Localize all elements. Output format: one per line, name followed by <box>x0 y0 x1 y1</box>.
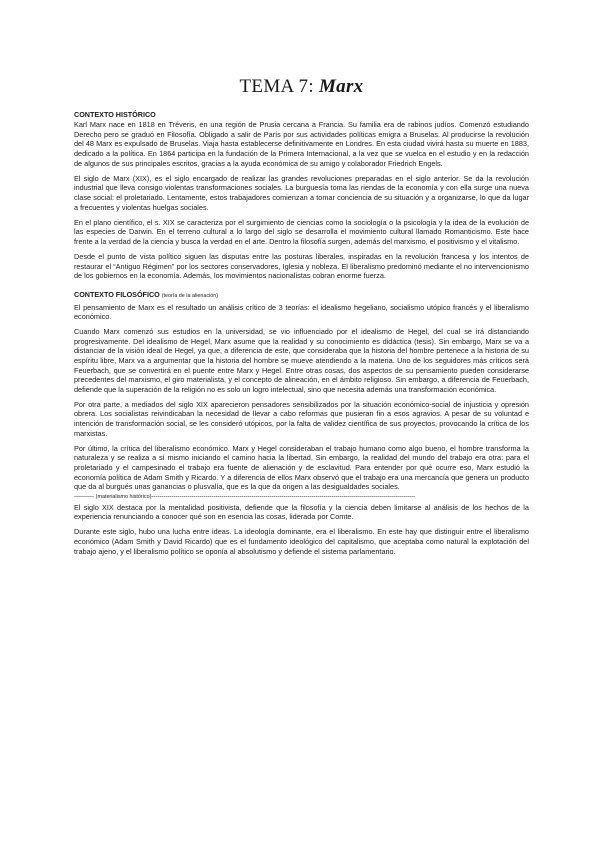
section-heading-filosofico <box>74 290 529 301</box>
paragraph: Durante este siglo, hubo una lucha entre ideas. La ideología dominante, era el liberalismo. En este hay que distinguir entre el liberalismo económico (Adam Smith y David Ricardo) que es el fundamento ideológico del capitalismo, que aceptaba como natural la explotación del trabajo ajeno, y el liberalismo político se oponía al absolutismo y defiende el sistema parlamentario. <box>74 527 529 556</box>
paragraph: El siglo XIX destaca por la mentalidad positivista, defiende que la filosofía y la ciencia deben limitarse al análisis de los hechos de la experiencia renunciando a conocer qué son en esencia las cosas, liderada por Comte. <box>74 502 529 522</box>
paragraph: Por último, la crítica del liberalismo económico. Marx y Hegel consideraban el trabajo humano como algo bueno, el hombre transforma la naturaleza y se realiza a sí mismo iniciando el camino hacia la libertad. Sin embargo, la realidad del mundo del trabajo era otra: para el proletariado y el campesinado el trabajo era fuente de alienación y de esclavitud. Para entender por qué ocurre eso, Marx estudió la economía política de Adam Smith y Ricardo. Y a diferencia de ellos Marx observó que el trabajo era una mercancía que genera un producto que da al burgués unas ganancias o plusvalía, que es la que da origen a las desigualdades sociales. <box>74 443 529 492</box>
document-page <box>74 76 529 562</box>
title-prefix: TEMA 7: <box>239 76 319 97</box>
paragraph: Por otra parte, a mediados del siglo XIX aparecieron pensadores sensibilizados por la situación económico-social de injusticia y opresión obrera. Los socialistas reivindicaban la necesidad de llevar a cabo reformas que pusieran fin a esos agravios. A pesar de su voluntad e intención de transformación social, se les consideró utópicos, por la falta de validez científica de sus proyectos, provocando la crítica de los marxistas. <box>74 399 529 438</box>
divider-left: ---------- <box>74 493 94 500</box>
paragraph: El siglo de Marx (XIX), es el siglo encargado de realizar las grandes revoluciones preparadas en el siglo anterior. Se da la revolución industrial que lleva consigo violentas transformaciones sociales. La burguesía toma las riendas de la economía y con ella surge una nueva clase social: el proletariado. Lentamente, estos trabajadores comienzan a tomar conciencia de su situación y a organizarse, lo que da lugar a frecuentes y violentas huelgas sociales. <box>74 173 529 212</box>
title-name: Marx <box>318 76 364 97</box>
section-divider <box>74 493 529 502</box>
paragraph: Desde el punto de vista político siguen las disputas entre las posturas liberales, inspiradas en la revolución francesa y los intentos de restaurar el “Antiguo Régimen” por los sectores conservadores, Iglesia y nobleza. El liberalismo predominó mediante el no intervencionismo de los gobiernos en la economía. Además, los movimientos nacionalistas cobran enorme fuerza. <box>74 251 529 281</box>
section-heading-text: CONTEXTO FILOSÓFICO <box>74 290 160 300</box>
paragraph: El pensamiento de Marx es el resultado un análisis crítico de 3 teorías: el idealismo hegeliano, socialismo utópico francés y el liberalismo económico. <box>74 302 529 322</box>
paragraph: Cuando Marx comenzó sus estudios en la universidad, se vio influenciado por el idealismo de Hegel, del cual se irá distanciando progresivamente. Del idealismo de Hegel, Marx asume que la realidad y su conocimiento es didáctica (tesis). Sin embargo, Marx se va a distanciar de la visión ideal de Hegel, ya que, a diferencia de este, que consideraba que la historia del hombre pertenece a la historia de su espíritu libre, Marx va a argumentar que la historia del hombre se mueve atendiendo a la materia. Uno de los seguidores más críticos será Feuerbach, que se convertirá en el puente entre Marx y Hegel. Entre otras cosas, dos aspectos de su pensamiento pueden considerarse precedentes del marxismo, el giro materialista, y el concepto de alineación, en el ámbito religioso. Sin embargo, a diferencia de Feuerbach, defiende que la superación de la religión no es solo un logro intelectual, sino que necesita además una transformación económica. <box>74 327 529 394</box>
divider-tag: (materialismo histórico) <box>95 493 152 500</box>
section-heading-historico: CONTEXTO HISTÓRICO <box>74 110 156 119</box>
paragraph: En el plano científico, el s. XIX se caracteriza por el surgimiento de ciencias como la sociología o la psicología y la idea de la evolución de las especies de Darwin. En el terreno cultural a lo largo del siglo se desarrolla el movimiento cultural llamado Romanticismo. Este hace frente a la verdad de la ciencia y busca la verdad en el arte. Dentro la filosofía surgen, además del marxismo, el positivismo y el vitalismo. <box>74 217 529 246</box>
paragraph: Karl Marx nace en 1818 en Tréveris, en una región de Prusia cercana a Francia. Su familia era de rabinos judíos. Comenzó estudiando Derecho pero se graduó en Filosofía. Obligado a salir de París por sus actividades políticas emigra a Bruselas. Al producirse la revolución del 48 Marx es expulsado de Bruselas. Viaja hasta establecerse definitivamente en Londres. En esta ciudad vivirá hasta su muerte en 1883, dedicado a la política. En 1864 participa en la fundación de la Primera Internacional, a la vez que se vuelca en el estudio y en la redacción de algunos de sus principales escritos, gracias a la ayuda económica de su amigo y colaborador Friedrich Engels. <box>74 120 529 168</box>
page-title <box>74 76 529 98</box>
divider-right: ------------------------------------------------------------------------------------------------------------------------------------ <box>151 493 416 500</box>
section-heading-note: (teoría de la alienación) <box>161 293 219 300</box>
